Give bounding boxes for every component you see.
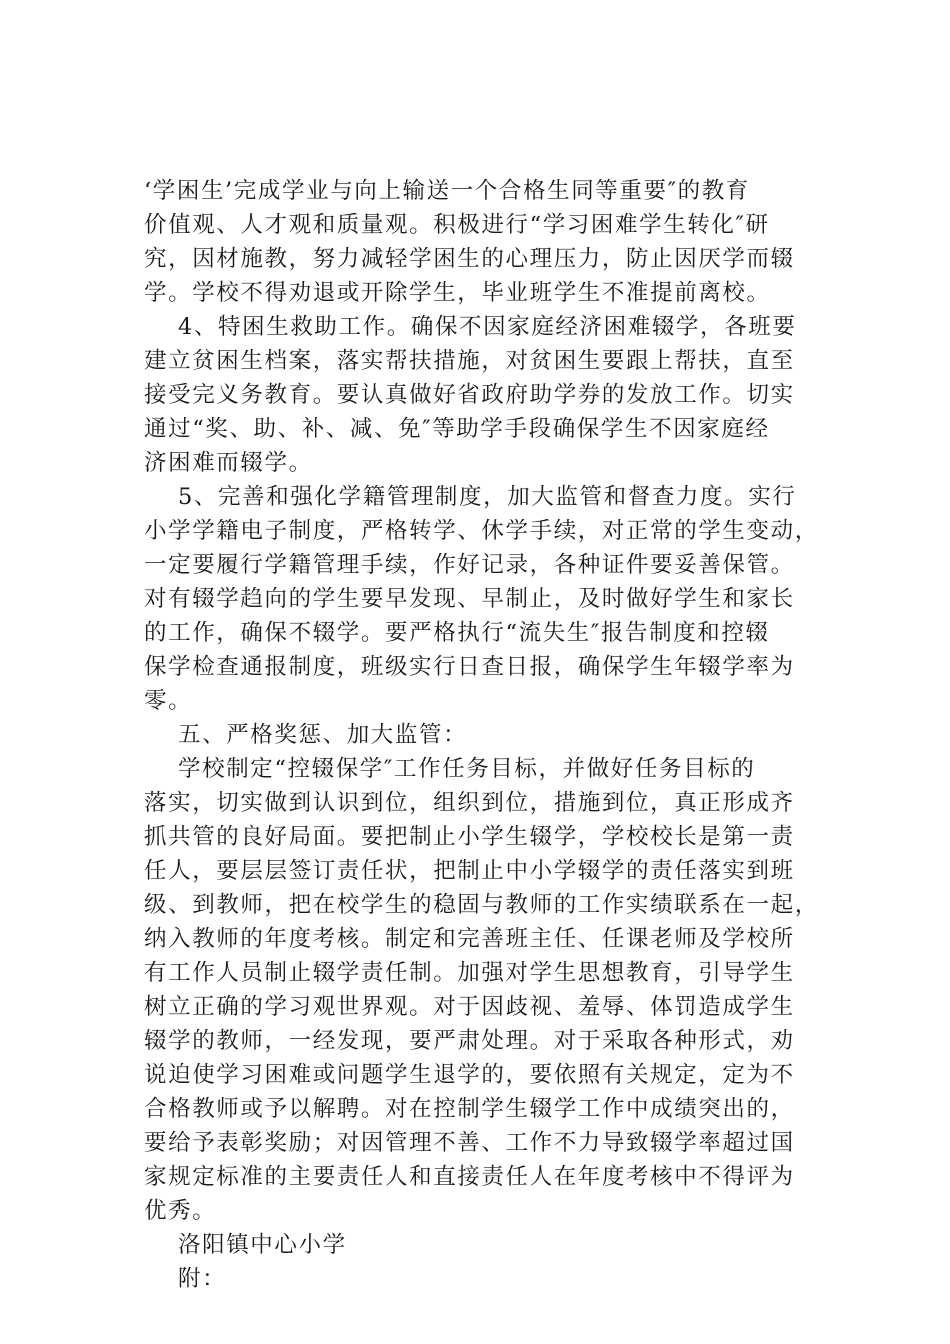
paragraph-line: 辍学的教师，一经发现，要严肃处理。对于采取各种形式，劝 [144,1028,795,1054]
paragraph-line: 小学学籍电子制度，严格转学、休学手续，对正常的学生变动， [144,518,819,544]
paragraph-line: 学。学校不得劝退或开除学生，毕业班学生不准提前离校。 [144,280,771,306]
paragraph-line: 5、完善和强化学籍管理制度，加大监管和督查力度。实行 [178,484,797,510]
paragraph-line: 优秀。 [144,1198,217,1224]
paragraph-line: 一定要履行学籍管理手续，作好记录，各种证件要妥善保管。 [144,552,795,578]
paragraph-line: 接受完义务教育。要认真做好省政府助学券的发放工作。切实 [144,382,795,408]
paragraph-line: 零。 [144,688,193,714]
paragraph-line: 通过“奖、助、补、减、免″等助学手段确保学生不因家庭经 [144,416,770,442]
paragraph-line: 有工作人员制止辍学责任制。加强对学生思想教育，引导学生 [144,960,795,986]
paragraph-line: 级、到教师，把在校学生的稳固与教师的工作实绩联系在一起， [144,892,819,918]
paragraph-line: 4、特困生救助工作。确保不因家庭经济困难辍学，各班要 [178,314,797,340]
paragraph-line: 家规定标准的主要责任人和直接责任人在年度考核中不得评为 [144,1164,795,1190]
section-heading: 五、严格奖惩、加大监管： [178,722,468,748]
paragraph-line: 说迫使学习困难或问题学生退学的，要依照有关规定，定为不 [144,1062,795,1088]
paragraph-line: 济困难而辍学。 [144,450,313,476]
paragraph-line: ‘学困生’完成学业与向上输送一个合格生同等重要″的教育 [144,178,750,204]
attachment-label: 附： [178,1266,227,1292]
paragraph-line: 要给予表彰奖励；对因管理不善、工作不力导致辍学率超过国 [144,1130,795,1156]
paragraph-line: 抓共管的良好局面。要把制止小学生辍学，学校校长是第一责 [144,824,795,850]
paragraph-line: 学校制定“控辍保学″工作任务目标，并做好任务目标的 [178,756,756,782]
paragraph-line: 合格教师或予以解聘。对在控制学生辍学工作中成绩突出的， [144,1096,795,1122]
paragraph-line: 价值观、人才观和质量观。积极进行“学习困难学生转化″研 [144,212,770,238]
paragraph-line: 的工作，确保不辍学。要严格执行“流失生″报告制度和控辍 [144,620,770,646]
paragraph-line: 树立正确的学习观世界观。对于因歧视、羞辱、体罚造成学生 [144,994,795,1020]
paragraph-line: 究，因材施教，努力减轻学困生的心理压力，防止因厌学而辍 [144,246,795,272]
paragraph-line: 对有辍学趋向的学生要早发现、早制止，及时做好学生和家长 [144,586,795,612]
paragraph-line: 落实，切实做到认识到位，组织到位，措施到位，真正形成齐 [144,790,795,816]
paragraph-line: 任人，要层层签订责任状，把制止中小学辍学的责任落实到班 [144,858,795,884]
paragraph-line: 纳入教师的年度考核。制定和完善班主任、任课老师及学校所 [144,926,795,952]
signature-school-name: 洛阳镇中心小学 [178,1232,347,1258]
paragraph-line: 建立贫困生档案，落实帮扶措施，对贫困生要跟上帮扶，直至 [144,348,795,374]
paragraph-line: 保学检查通报制度，班级实行日查日报，确保学生年辍学率为 [144,654,795,680]
